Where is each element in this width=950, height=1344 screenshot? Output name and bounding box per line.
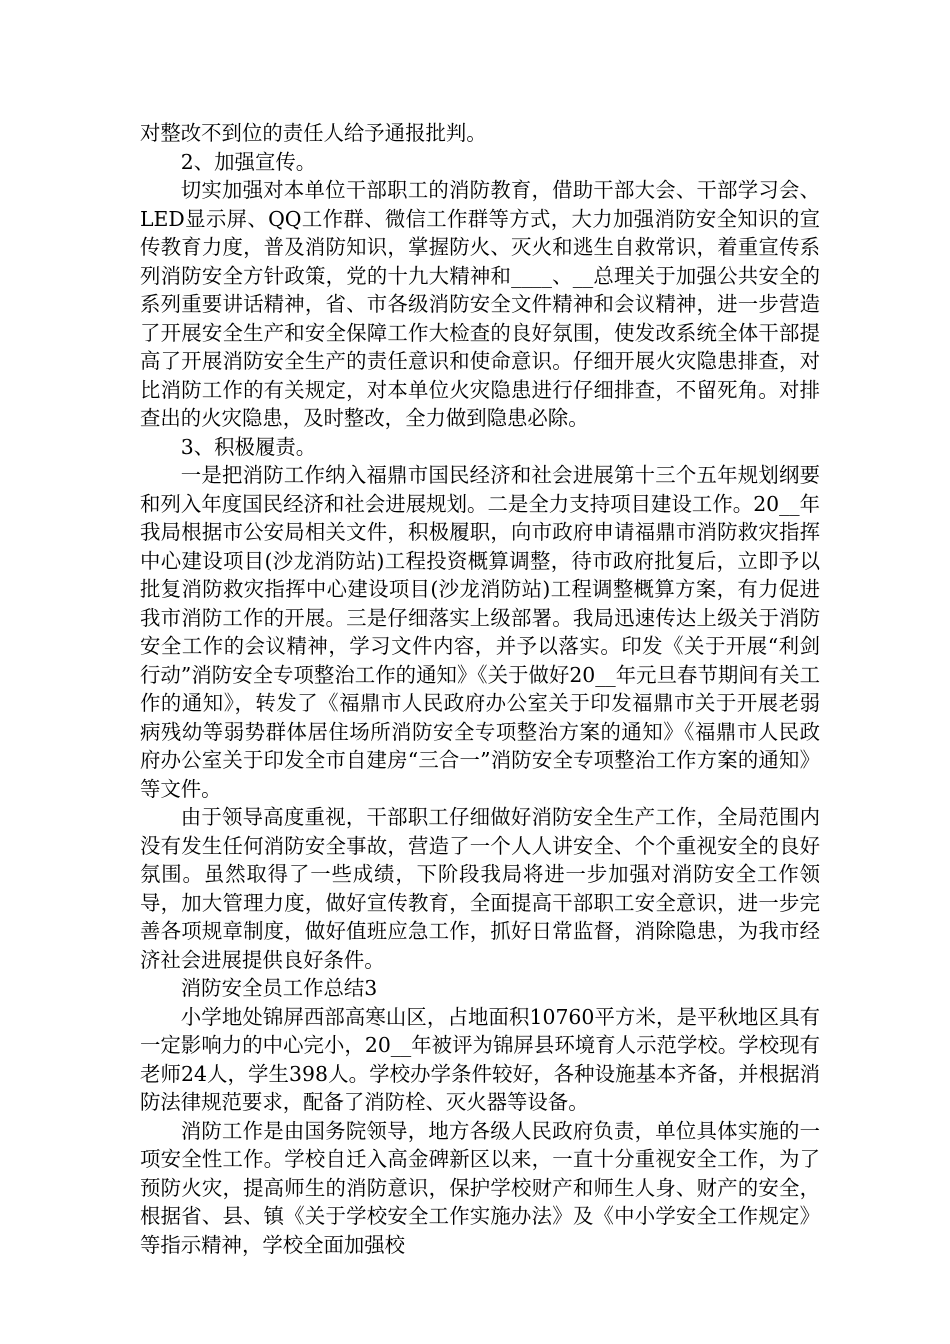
document-page xyxy=(140,119,820,1259)
paragraph: 切实加强对本单位干部职工的消防教育，借助干部大会、干部学习会、LED显示屏、QQ工作群、微信工作群等方式，大力加强消防安全知识的宣传教育力度，普及消防知识，掌握防火、灭火和逃生自救常识，着重宣传系列消防安全方针政策，党的十九大精神和____、__总理关于加强公共安全的系列重要讲话精神，省、市各级消防安全文件精神和会议精神，进一步营造了开展安全生产和安全保障工作大检查的良好氛围，使发改系统全体干部提高了开展消防安全生产的责任意识和使命意识。仔细开展火灾隐患排查，对比消防工作的有关规定，对本单位火灾隐患进行仔细排查，不留死角。对排查出的火灾隐患，及时整改，全力做到隐患必除。 xyxy=(140,178,820,430)
section-heading: 2、加强宣传。 xyxy=(180,149,317,174)
paragraph: 小学地处锦屏西部高寒山区，占地面积10760平方米，是平秋地区具有一定影响力的中心完小，20__年被评为锦屏县环境育人示范学校。学校现有老师24人，学生398人。学校办学条件较好，各种设施基本齐备，并根据消防法律规范要求，配备了消防栓、灭火器等设备。 xyxy=(140,1004,820,1114)
paragraph: 由于领导高度重视，干部职工仔细做好消防安全生产工作，全局范围内没有发生任何消防安全事故，营造了一个人人讲安全、个个重视安全的良好氛围。虽然取得了一些成绩，下阶段我局将进一步加强对消防安全工作领导，加大管理力度，做好宣传教育，全面提高干部职工安全意识，进一步完善各项规章制度，做好值班应急工作，抓好日常监督，消除隐患，为我市经济社会进展提供良好条件。 xyxy=(140,805,820,972)
section-heading: 3、积极履责。 xyxy=(180,434,317,459)
paragraph: 消防工作是由国务院领导，地方各级人民政府负责，单位具体实施的一项安全性工作。学校自迁入高金碑新区以来，一直十分重视安全工作，为了预防火灾，提高师生的消防意识，保护学校财产和师生人身、财产的安全，根据省、县、镇《关于学校安全工作实施办法》及《中小学安全工作规定》等指示精神，学校全面加强校 xyxy=(140,1118,820,1257)
document-title: 消防安全员工作总结3 xyxy=(180,976,378,1000)
paragraph: 对整改不到位的责任人给予通报批判。 xyxy=(140,121,487,145)
paragraph: 一是把消防工作纳入福鼎市国民经济和社会进展第十三个五年规划纲要和列入年度国民经济和社会进展规划。二是全力支持项目建设工作。20__年我局根据市公安局相关文件，积极履职，向市政府申请福鼎市消防救灾指挥中心建设项目(沙龙消防站)工程投资概算调整，待市政府批复后，立即予以批复消防救灾指挥中心建设项目(沙龙消防站)工程调整概算方案，有力促进我市消防工作的开展。三是仔细落实上级部署。我局迅速传达上级关于消防安全工作的会议精神，学习文件内容，并予以落实。印发《关于开展“利剑行动”消防安全专项整治工作的通知》《关于做好20__年元旦春节期间有关工作的通知》，转发了《福鼎市人民政府办公室关于印发福鼎市关于开展老弱病残幼等弱势群体居住场所消防安全专项整治方案的通知》《福鼎市人民政府办公室关于印发全市自建房“三合一”消防安全专项整治工作方案的通知》等文件。 xyxy=(140,463,820,801)
